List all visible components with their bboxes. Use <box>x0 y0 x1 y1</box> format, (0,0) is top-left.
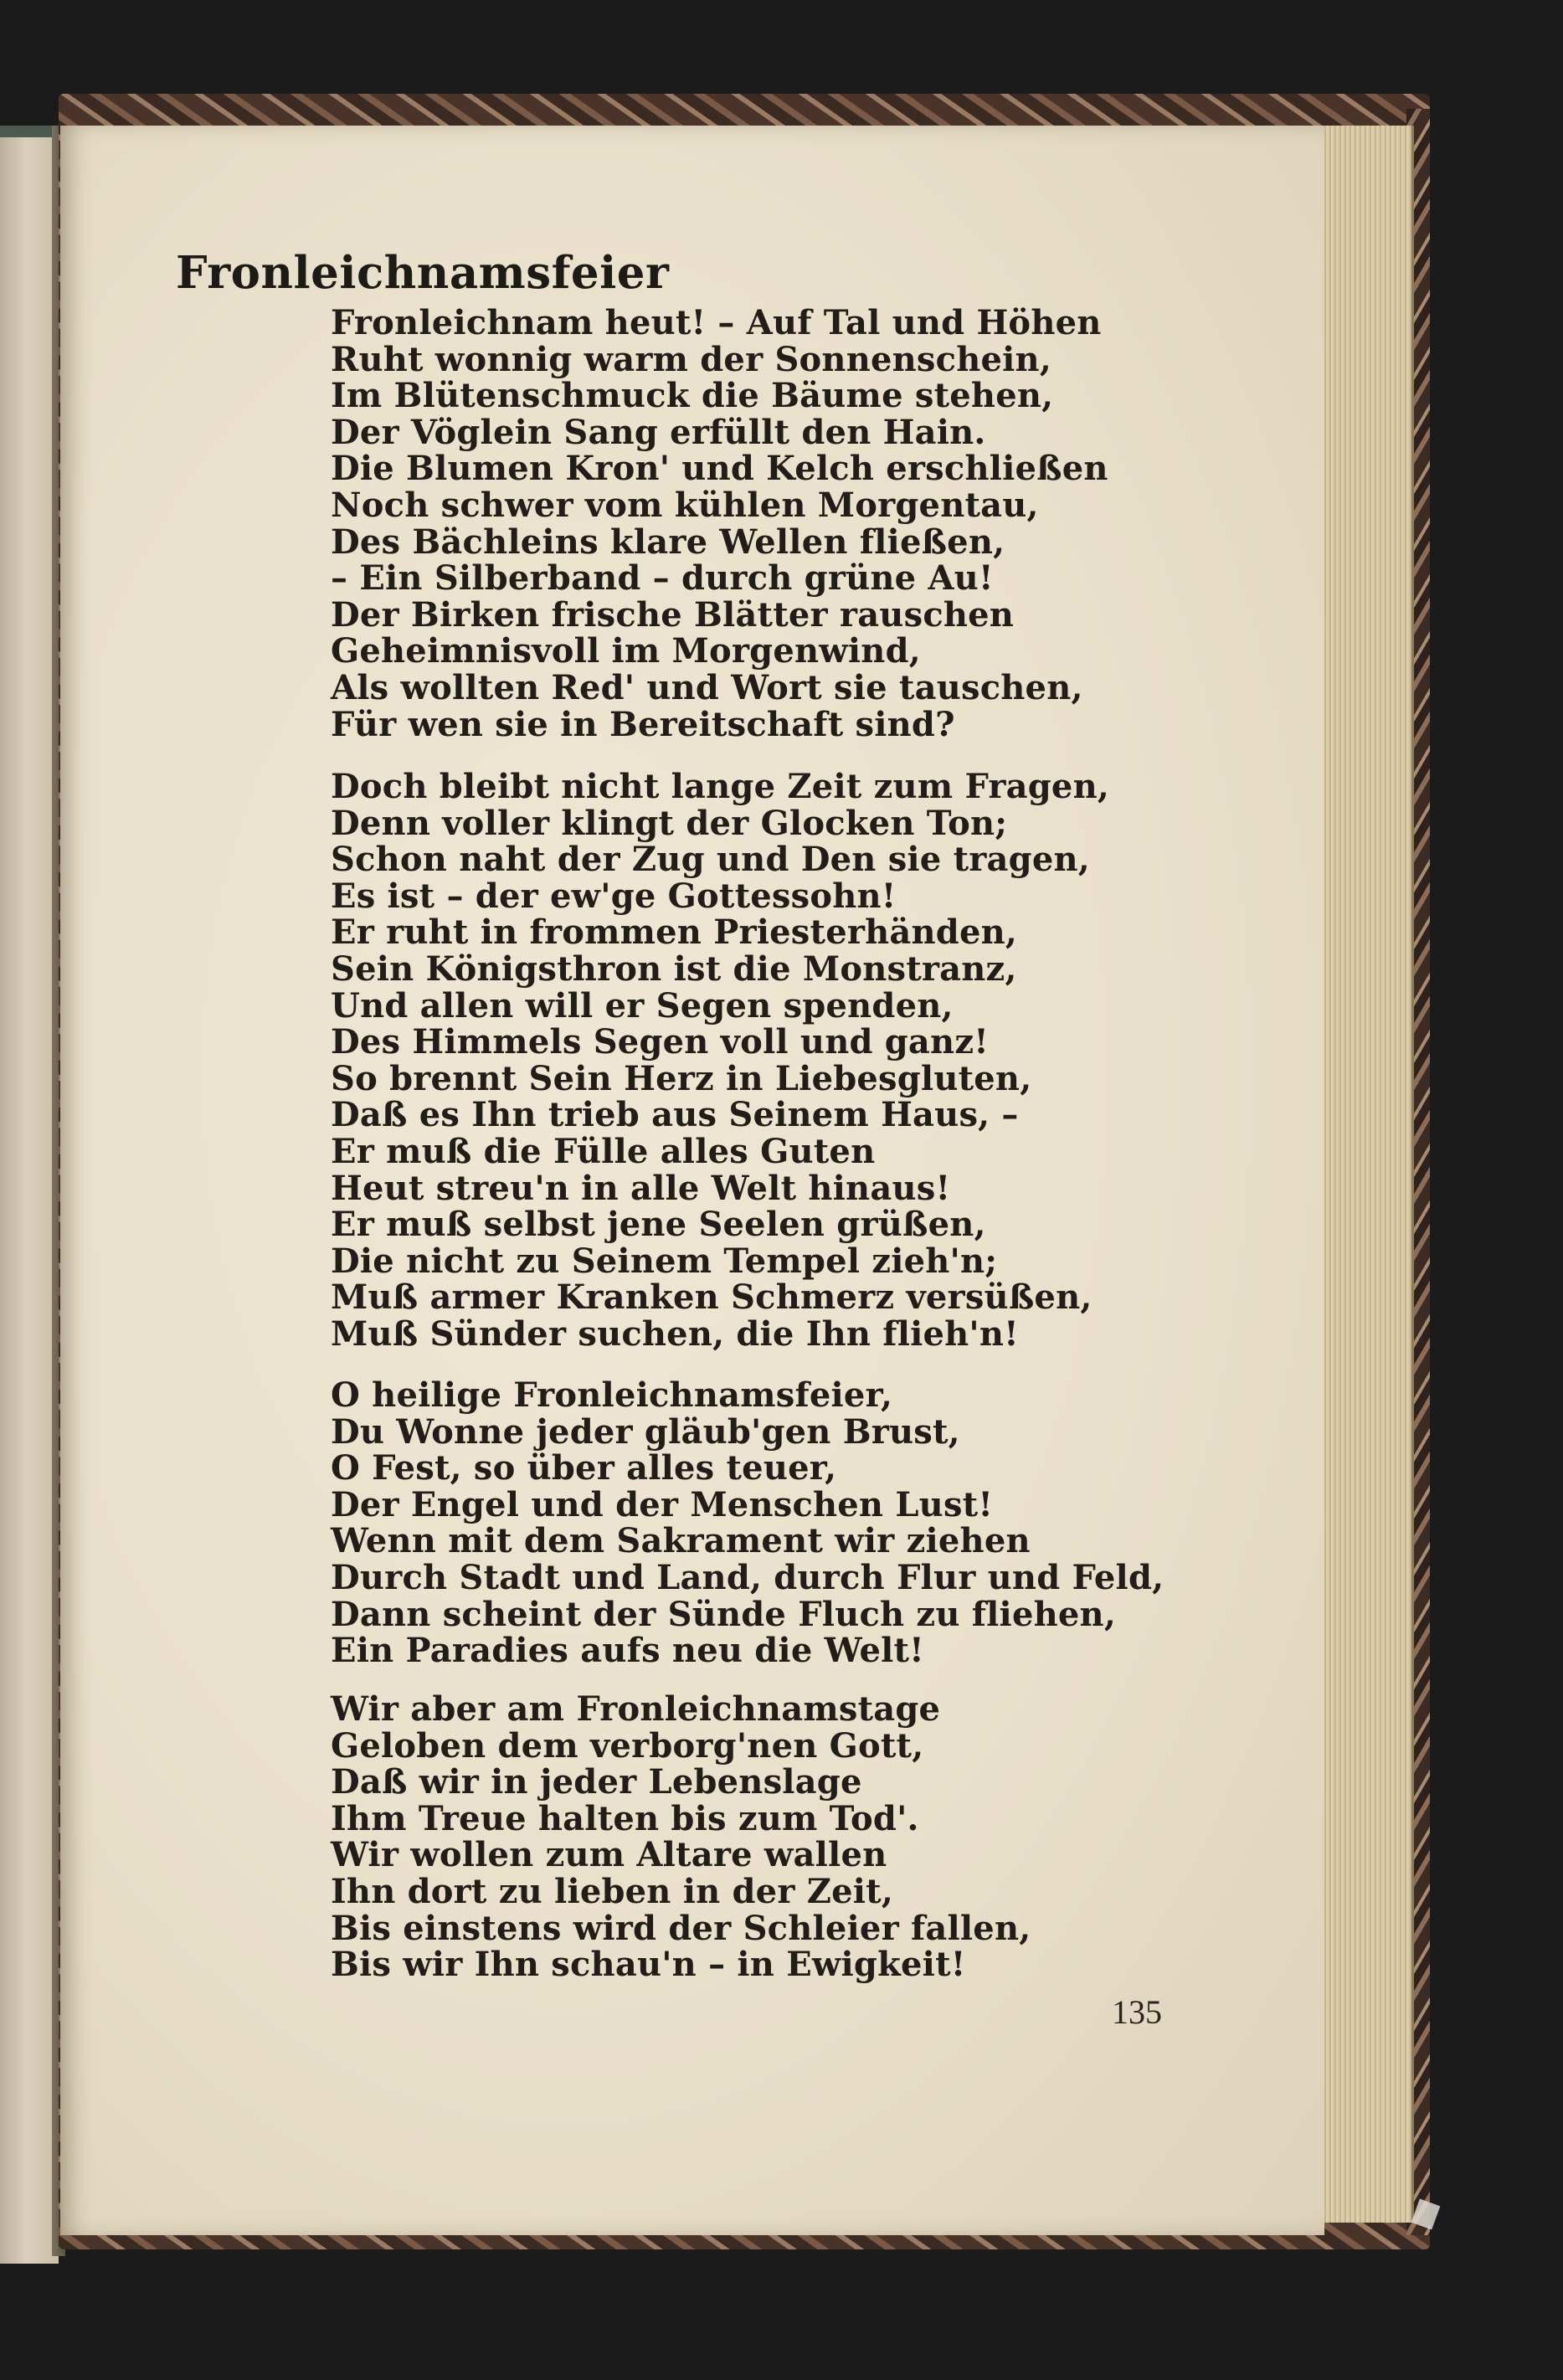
poem-line: Als wollten Red' und Wort sie tauschen, <box>331 667 1083 707</box>
poem-line: Wir wollen zum Altare wallen <box>331 1835 887 1875</box>
stanza-1 <box>331 305 1108 743</box>
poem-line: Dann scheint der Sünde Fluch zu fliehen, <box>331 1594 1116 1634</box>
poem-line: O heilige Fronleichnamsfeier, <box>331 1375 893 1415</box>
poem-line: Daß wir in jeder Lebenslage <box>331 1762 862 1802</box>
poem-line: Der Engel und der Menschen Lust! <box>331 1484 994 1524</box>
poem-line: Doch bleibt nicht lange Zeit zum Fragen, <box>331 767 1109 806</box>
poem-line: Der Vöglein Sang erfüllt den Hain. <box>331 412 986 452</box>
poem-line: Ruht wonnig warm der Sonnenschein, <box>331 339 1051 379</box>
page-number: 135 <box>1112 1993 1162 2031</box>
poem-line: Geheimnisvoll im Morgenwind, <box>331 631 921 671</box>
poem-line: Es ist – der ew'ge Gottessohn! <box>331 876 897 916</box>
poem-line: Bis einstens wird der Schleier fallen, <box>331 1908 1031 1948</box>
stanza-2 <box>331 768 1109 1353</box>
poem-line: Ein Paradies aufs neu die Welt! <box>331 1631 924 1671</box>
poem-line: Noch schwer vom kühlen Morgentau, <box>331 485 1039 525</box>
poem-line: Geloben dem verborg'nen Gott, <box>331 1725 924 1766</box>
poem-line: Schon naht der Zug und Den sie tragen, <box>331 840 1090 880</box>
poem-line: Daß es Ihn trieb aus Seinem Haus, – <box>331 1095 1019 1135</box>
poem-line: Durch Stadt und Land, durch Flur und Feld, <box>331 1557 1165 1597</box>
poem-line: Wenn mit dem Sakrament wir ziehen <box>331 1521 1031 1561</box>
poem-line: Du Wonne jeder gläub'gen Brust, <box>331 1411 960 1452</box>
poem-line: Die Blumen Kron' und Kelch erschließen <box>331 449 1108 489</box>
poem-line: Und allen will er Segen spenden, <box>331 985 954 1026</box>
left-page-edge <box>0 126 59 2264</box>
poem-line: Ihn dort zu lieben in der Zeit, <box>331 1871 893 1911</box>
poem-line: Denn voller klingt der Glocken Ton; <box>331 803 1008 843</box>
poem-line: Für wen sie in Bereitschaft sind? <box>331 704 955 744</box>
poem-line: So brennt Sein Herz in Liebesgluten, <box>331 1058 1032 1098</box>
poem-line: Er muß selbst jene Seelen grüßen, <box>331 1205 986 1245</box>
poem-line: Die nicht zu Seinem Tempel zieh'n; <box>331 1241 998 1281</box>
poem-line: Wir aber am Fronleichnamstage <box>331 1689 941 1729</box>
poem-line: Der Birken frische Blätter rauschen <box>331 594 1015 635</box>
poem-line: O Fest, so über alles teuer, <box>331 1448 837 1488</box>
poem-line: Des Himmels Segen voll und ganz! <box>331 1022 990 1062</box>
poem-line: Er ruht in frommen Priesterhänden, <box>331 912 1018 953</box>
poem-line: Sein Königsthron ist die Monstranz, <box>331 948 1017 989</box>
stanza-3 <box>331 1377 1164 1669</box>
poem-line: Ihm Treue halten bis zum Tod'. <box>331 1798 919 1838</box>
stanza-4 <box>331 1691 1031 1983</box>
poem-line: Muß Sünder suchen, die Ihn flieh'n! <box>331 1313 1019 1354</box>
poem-line: Des Bächleins klare Wellen fließen, <box>331 522 1005 562</box>
poem-line: – Ein Silberband – durch grüne Au! <box>331 558 994 599</box>
poem-line: Heut streu'n in alle Welt hinaus! <box>331 1168 951 1208</box>
poem-line: Im Blütenschmuck die Bäume stehen, <box>331 376 1054 416</box>
poem-line: Bis wir Ihn schau'n – in Ewigkeit! <box>331 1945 966 1985</box>
poem-line: Fronleichnam heut! – Auf Tal und Höhen <box>331 303 1102 342</box>
poem-line: Muß armer Kranken Schmerz versüßen, <box>331 1277 1093 1318</box>
poem-line: Er muß die Fülle alles Guten <box>331 1131 876 1171</box>
poem-title: Fronleichnamsfeier <box>176 247 670 299</box>
page-block-edge <box>1313 126 1414 2223</box>
